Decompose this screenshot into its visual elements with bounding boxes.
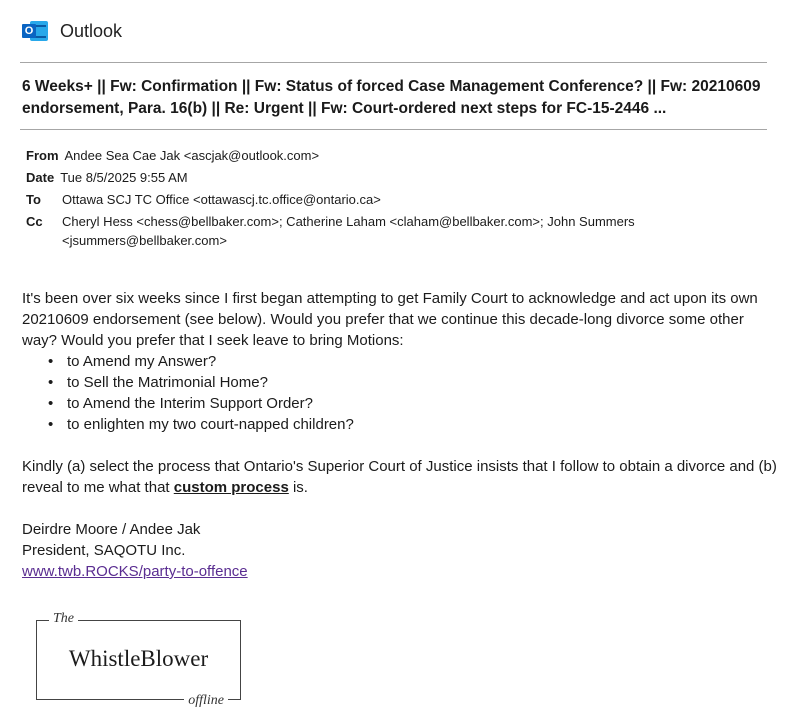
list-item: • to Amend my Answer? xyxy=(48,351,780,372)
to-row xyxy=(26,190,722,209)
list-item: • to Sell the Matrimonial Home? xyxy=(48,372,780,393)
list-item: • to Amend the Interim Support Order? xyxy=(48,393,780,414)
logo-top-text: The xyxy=(49,611,78,627)
logo-main-text: WhistleBlower xyxy=(68,646,209,671)
email-body xyxy=(22,288,780,582)
cc-value[interactable]: Cheryl Hess <chess@bellbaker.com>; Catherine Laham <claham@bellbaker.com>; John Summers <jsummers@bellbaker.com> xyxy=(62,214,635,248)
email-headers xyxy=(26,146,722,253)
date-value: Tue 8/5/2025 9:55 AM xyxy=(60,170,188,185)
custom-process-emphasis: custom process xyxy=(173,479,289,496)
body-paragraph: It's been over six weeks since I first began attempting to get Family Court to acknowledge and act upon its own 20210609 endorsement (see below). Would you prefer that we continue this decade-long divorce some other way? Would you prefer that I seek leave to bring Motions: xyxy=(22,290,758,349)
email-subject: 6 Weeks+ || Fw: Confirmation || Fw: Status of forced Case Management Conference? || Fw: 20210609 endorsement, Para. 16(b) || Re: Urgent || Fw: Court-ordered next steps for FC-15-2446 ... xyxy=(22,78,761,117)
app-name: Outlook xyxy=(60,20,123,41)
from-row xyxy=(26,146,722,165)
from-value[interactable]: Andee Sea Cae Jak <ascjak@outlook.com> xyxy=(64,148,320,163)
app-header xyxy=(22,18,122,44)
whistleblower-logo xyxy=(36,611,241,708)
signature-name: Deirdre Moore / Andee Jak xyxy=(22,521,201,538)
outlook-logo-icon: O xyxy=(22,20,48,42)
motion-list xyxy=(22,351,780,435)
to-value[interactable]: Ottawa SCJ TC Office <ottawascj.tc.office@ontario.ca> xyxy=(62,192,381,207)
divider xyxy=(20,62,767,63)
cc-label: Cc xyxy=(26,214,43,229)
date-label: Date xyxy=(26,170,55,185)
body-paragraph: Kindly (a) select the process that Ontario's Superior Court of Justice insists that I follow to obtain a divorce and (b) reveal to me what that custom process is. xyxy=(22,458,777,496)
logo-bottom-text: offline xyxy=(184,693,228,709)
list-item: • to enlighten my two court-napped children? xyxy=(48,414,780,435)
to-label: To xyxy=(26,192,41,207)
from-label: From xyxy=(26,148,59,163)
cc-row xyxy=(26,212,722,250)
signature-link[interactable]: www.twb.ROCKS/party-to-offence xyxy=(22,563,248,580)
signature-title: President, SAQOTU Inc. xyxy=(22,542,186,559)
divider xyxy=(20,129,767,130)
date-row xyxy=(26,168,722,187)
